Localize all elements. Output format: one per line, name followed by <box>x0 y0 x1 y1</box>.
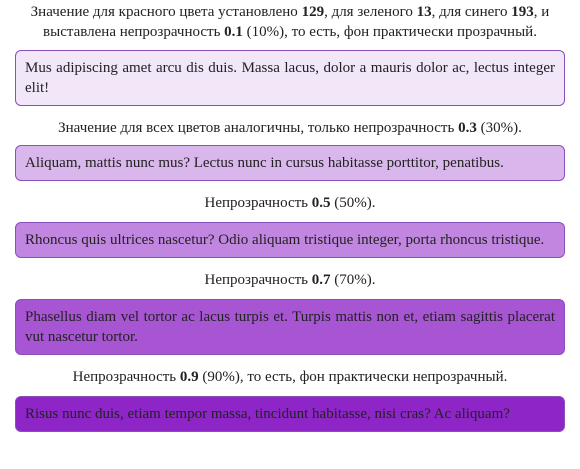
caption-text: Непрозрачность <box>204 272 312 288</box>
caption-value-opacity: 0.1 <box>224 24 243 40</box>
caption-text: Непрозрачность <box>204 195 312 211</box>
rgba-box-opacity-90 <box>15 396 565 432</box>
caption-text: , для синего <box>431 4 512 20</box>
caption-value-opacity: 0.7 <box>311 272 331 288</box>
caption-value-opacity: 0.3 <box>458 120 477 136</box>
caption-text: Значение для красного цвета установлено <box>30 4 302 20</box>
caption-value-green: 13 <box>416 4 432 20</box>
caption-opacity-90 <box>15 367 565 387</box>
caption-opacity-50 <box>15 193 565 213</box>
rgba-box-opacity-10 <box>15 50 565 106</box>
box-text: Mus adipiscing amet arcu dis duis. Massa lacus, dolor a mauris dolor ac, lectus integer elit! <box>25 60 555 96</box>
caption-text: (50%). <box>330 195 376 211</box>
box-text: Phasellus diam vel tortor ac lacus turpis et. Turpis mattis non et, etiam sagittis placerat vut nascetur tortor. <box>25 309 555 345</box>
rgba-box-opacity-70 <box>15 299 565 355</box>
box-text: Risus nunc duis, etiam tempor massa, tincidunt habitasse, nisi cras? Ac aliquam? <box>25 406 510 422</box>
caption-opacity-30 <box>15 118 565 138</box>
caption-text: (10%), то есть, фон практически прозрачный. <box>242 24 537 40</box>
caption-text: , для зеленого <box>324 4 417 20</box>
box-text: Rhoncus quis ultrices nascetur? Odio aliquam tristique integer, porta rhoncus tristique. <box>25 232 545 248</box>
caption-value-blue: 193 <box>511 4 534 20</box>
caption-text: Непрозрачность <box>72 369 180 385</box>
caption-text: Значение для всех цветов аналогичны, только непрозрачность <box>58 120 459 136</box>
caption-opacity-70 <box>15 270 565 290</box>
caption-text: (90%), то есть, фон практически непрозрачный. <box>198 369 508 385</box>
rgba-box-opacity-50 <box>15 222 565 258</box>
caption-text: (30%). <box>476 120 522 136</box>
caption-text: (70%). <box>330 272 376 288</box>
caption-opacity-10 <box>15 0 565 42</box>
rgba-box-opacity-30 <box>15 145 565 181</box>
caption-text: , и выставлена непрозрачность <box>43 4 550 40</box>
caption-value-opacity: 0.9 <box>179 369 199 385</box>
caption-value-red: 129 <box>301 4 325 20</box>
caption-value-opacity: 0.5 <box>311 195 331 211</box>
box-text: Aliquam, mattis nunc mus? Lectus nunc in cursus habitasse porttitor, penatibus. <box>25 155 504 171</box>
